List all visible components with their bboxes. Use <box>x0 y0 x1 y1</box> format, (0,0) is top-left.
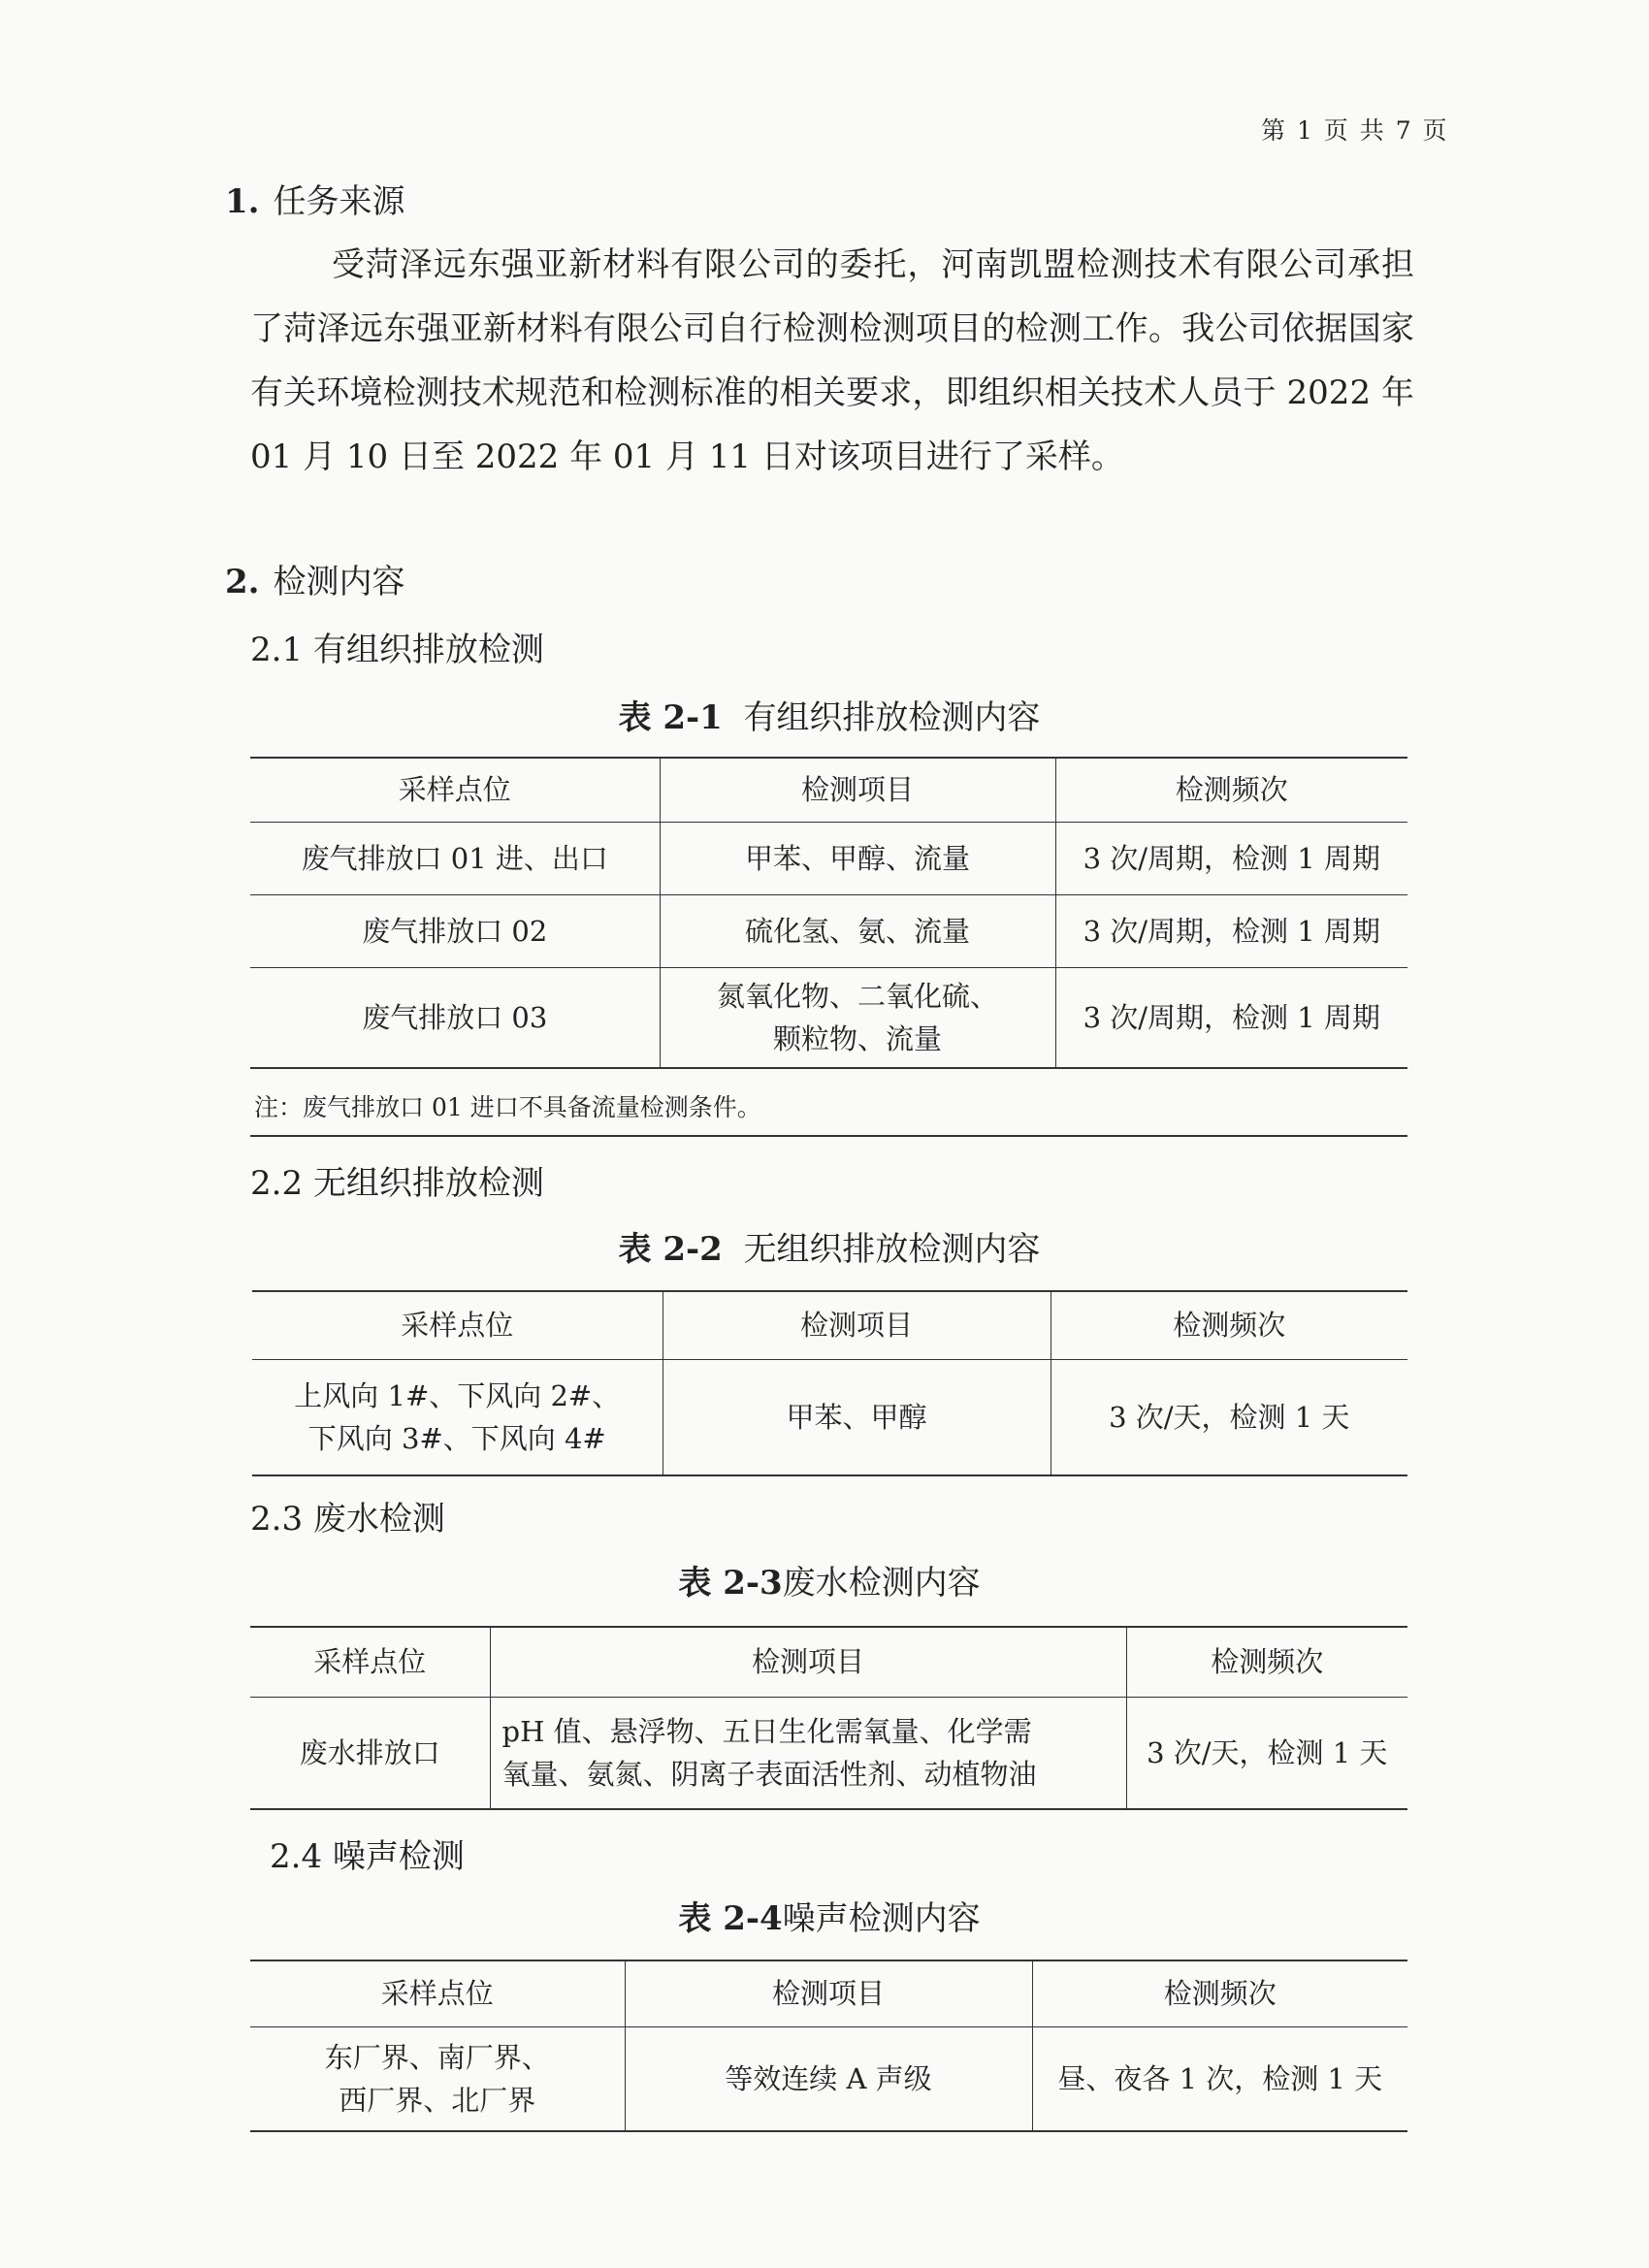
cell-frequency: 昼、夜各 1 次，检测 1 天 <box>1032 2026 1407 2131</box>
cell-point: 废气排放口 02 <box>250 894 660 967</box>
table-2-3 <box>250 1626 1407 1810</box>
header-cell: 采样点位 <box>250 1960 625 2026</box>
cell-items-line: 氧量、氨氮、阴离子表面活性剂、动植物油 <box>501 1757 1037 1791</box>
cell-items <box>490 1697 1126 1809</box>
cell-items: 等效连续 A 声级 <box>625 2026 1032 2131</box>
table-caption-2-4 <box>247 1892 1411 1939</box>
table-2-4 <box>250 1960 1407 2132</box>
cell-point-line: 上风向 1#、下风向 2#、 <box>294 1378 621 1412</box>
caption-number: 表 2-2 <box>618 1230 723 1269</box>
section-number: 1. <box>225 182 260 221</box>
table-header-row <box>250 758 1407 822</box>
cell-frequency: 3 次/周期，检测 1 周期 <box>1055 822 1407 894</box>
section-number: 2. <box>225 563 260 601</box>
cell-point: 废气排放口 03 <box>250 967 660 1068</box>
table-2-1 <box>250 757 1407 1069</box>
subsection-heading-2-4: 2.4 噪声检测 <box>270 1837 465 1876</box>
table-caption-2-1 <box>247 691 1411 738</box>
header-cell: 检测项目 <box>663 1291 1051 1359</box>
section-title: 检测内容 <box>273 563 405 601</box>
caption-title: 噪声检测内容 <box>782 1899 981 1938</box>
table-caption-2-2 <box>247 1222 1411 1270</box>
table-row <box>250 2026 1407 2131</box>
table-row <box>250 967 1407 1068</box>
caption-title: 有组织排放检测内容 <box>743 698 1041 737</box>
caption-title: 废水检测内容 <box>782 1564 981 1603</box>
subsection-heading-2-3: 2.3 废水检测 <box>250 1500 445 1539</box>
cell-point: 废水排放口 <box>250 1697 490 1809</box>
subsection-heading-2-2: 2.2 无组织排放检测 <box>250 1164 544 1203</box>
header-cell: 检测频次 <box>1126 1627 1407 1697</box>
caption-title: 无组织排放检测内容 <box>743 1230 1041 1269</box>
subsection-heading-2-1: 2.1 有组织排放检测 <box>250 631 544 669</box>
caption-number: 表 2-1 <box>618 698 723 737</box>
header-cell: 检测项目 <box>660 758 1055 822</box>
cell-items: 甲苯、甲醇、流量 <box>660 822 1055 894</box>
page-number: 第 1 页 共 7 页 <box>1261 116 1449 145</box>
header-cell: 检测项目 <box>625 1960 1032 2026</box>
table-note: 注：废气排放口 01 进口不具备流量检测条件。 <box>254 1093 761 1121</box>
header-cell: 检测频次 <box>1051 1291 1407 1359</box>
header-cell: 检测频次 <box>1032 1960 1407 2026</box>
cell-items-line: 氮氧化物、二氧化硫、 <box>716 979 998 1013</box>
section-title: 任务来源 <box>273 182 405 221</box>
table-row <box>252 1359 1407 1475</box>
caption-number: 表 2-3 <box>678 1564 783 1603</box>
table-2-2 <box>252 1290 1407 1476</box>
cell-point-line: 西厂界、北厂界 <box>339 2083 536 2117</box>
header-cell: 采样点位 <box>252 1291 663 1359</box>
cell-point <box>252 1359 663 1475</box>
cell-point-line: 东厂界、南厂界、 <box>324 2040 550 2074</box>
cell-items-line: 颗粒物、流量 <box>772 1021 942 1055</box>
cell-point <box>250 2026 625 2131</box>
cell-frequency: 3 次/天，检测 1 天 <box>1126 1697 1407 1809</box>
section-heading-1 <box>225 175 405 222</box>
table-header-row <box>250 1627 1407 1697</box>
task-source-paragraph: 受菏泽远东强亚新材料有限公司的委托，河南凯盟检测技术有限公司承担了菏泽远东强亚新材料有限公司自行检测检测项目的检测工作。我公司依据国家有关环境检测技术规范和检测标准的相关要求，即组织相关技术人员于 2022 年 01 月 10 日至 2022 年 01 月 11 日对该项目进行了采样。 <box>250 245 1414 476</box>
table-header-row <box>250 1960 1407 2026</box>
cell-items: 硫化氢、氨、流量 <box>660 894 1055 967</box>
table-row <box>250 822 1407 894</box>
header-cell: 检测项目 <box>490 1627 1126 1697</box>
table-row <box>250 1697 1407 1809</box>
table-caption-2-3 <box>247 1556 1411 1604</box>
header-cell: 采样点位 <box>250 758 660 822</box>
header-cell: 检测频次 <box>1055 758 1407 822</box>
cell-point: 废气排放口 01 进、出口 <box>250 822 660 894</box>
section-heading-2 <box>225 555 405 602</box>
cell-items: 甲苯、甲醇 <box>663 1359 1051 1475</box>
caption-number: 表 2-4 <box>678 1899 783 1938</box>
cell-items <box>660 967 1055 1068</box>
cell-items-line: pH 值、悬浮物、五日生化需氧量、化学需 <box>501 1714 1032 1748</box>
table-row <box>250 894 1407 967</box>
cell-frequency: 3 次/周期，检测 1 周期 <box>1055 967 1407 1068</box>
cell-frequency: 3 次/周期，检测 1 周期 <box>1055 894 1407 967</box>
table-header-row <box>252 1291 1407 1359</box>
header-cell: 采样点位 <box>250 1627 490 1697</box>
note-divider <box>250 1135 1407 1137</box>
cell-frequency: 3 次/天，检测 1 天 <box>1051 1359 1407 1475</box>
cell-point-line: 下风向 3#、下风向 4# <box>307 1421 606 1455</box>
